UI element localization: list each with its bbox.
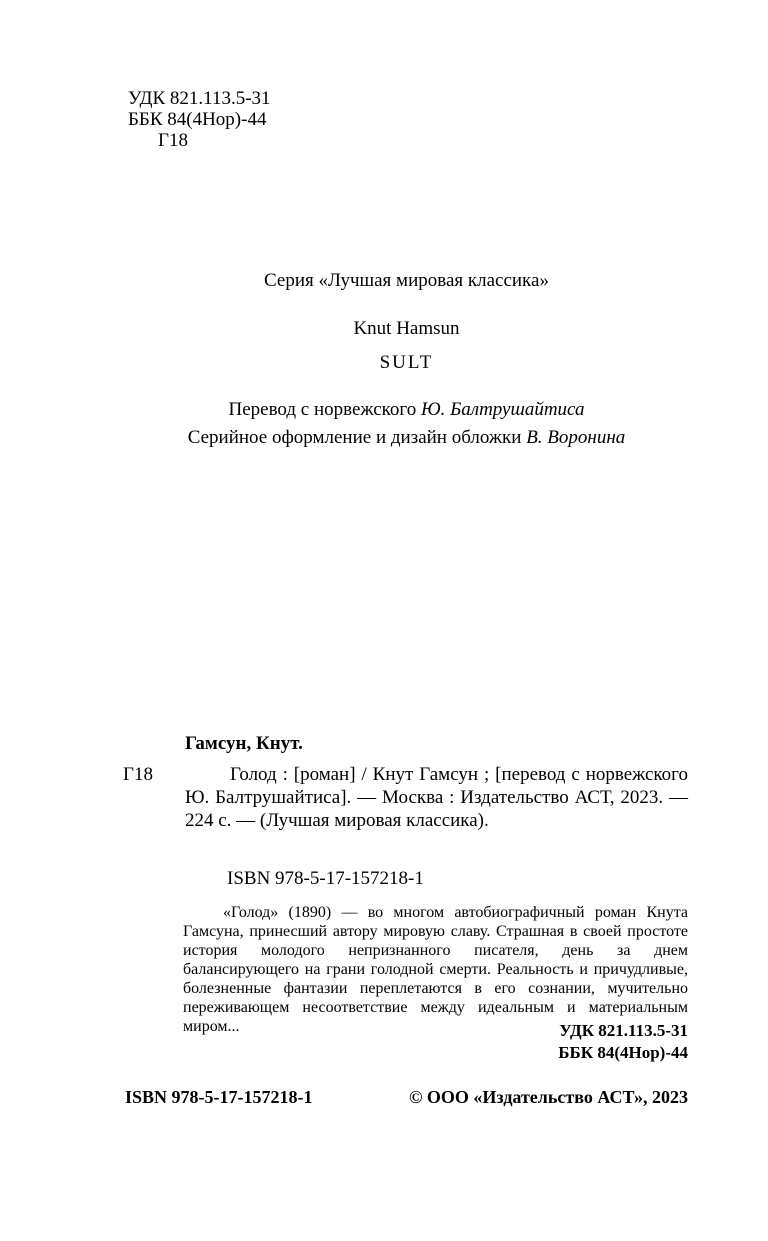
annotation-text: «Голод» (1890) — во многом автобиографичный роман Кнута Гамсуна, принесший автору мировую славу. Страшная в своей простоте история молодого непризнанного писателя, день за днем балансирующего на грани голодной смерти. Реальность и причудливые, болезненные фантазии переплетаются в его сознании, мучительно переживающем несоответствие между идеальным и материальным миром... [183,904,688,1035]
design-credit [125,424,688,452]
footer-line [125,1087,688,1108]
design-credit-label: Серийное оформление и дизайн обложки [187,427,522,448]
credits-block [125,396,688,452]
translation-credit-label: Перевод с норвежского [228,399,417,420]
author-sign-top: Г18 [158,130,188,151]
translator-name: Ю. Балтрушайтиса [420,399,585,420]
isbn-footer: ISBN 978-5-17-157218-1 [125,1087,313,1107]
bottom-codes-block [125,1020,688,1064]
top-codes-block [128,88,271,151]
original-author: Knut Hamsun [353,318,460,339]
copyright-notice: © ООО «Издательство АСТ», 2023 [408,1087,688,1107]
author-sign-catalog: Г18 [123,764,153,785]
isbn-catalog: ISBN 978-5-17-157218-1 [227,868,424,889]
bbk-code-top: ББК 84(4Нор)-44 [128,109,267,130]
catalog-author-heading: Гамсун, Кнут. [185,733,303,754]
translation-credit [125,396,688,424]
udk-code-bottom: УДК 821.113.5-31 [559,1021,688,1040]
designer-name: В. Воронина [526,427,626,448]
catalog-entry-text: Голод : [роман] / Кнут Гамсун ; [перевод с норвежского Ю. Балтрушайтиса]. — Москва : Издательство АСТ, 2023. — 224 с. — (Лучшая мировая классика). [185,764,688,831]
series-title: Серия «Лучшая мировая классика» [264,270,549,291]
udk-code-top: УДК 821.113.5-31 [128,88,271,109]
bbk-code-bottom: ББК 84(4Нор)-44 [558,1043,688,1062]
original-title: SULT [379,352,434,373]
